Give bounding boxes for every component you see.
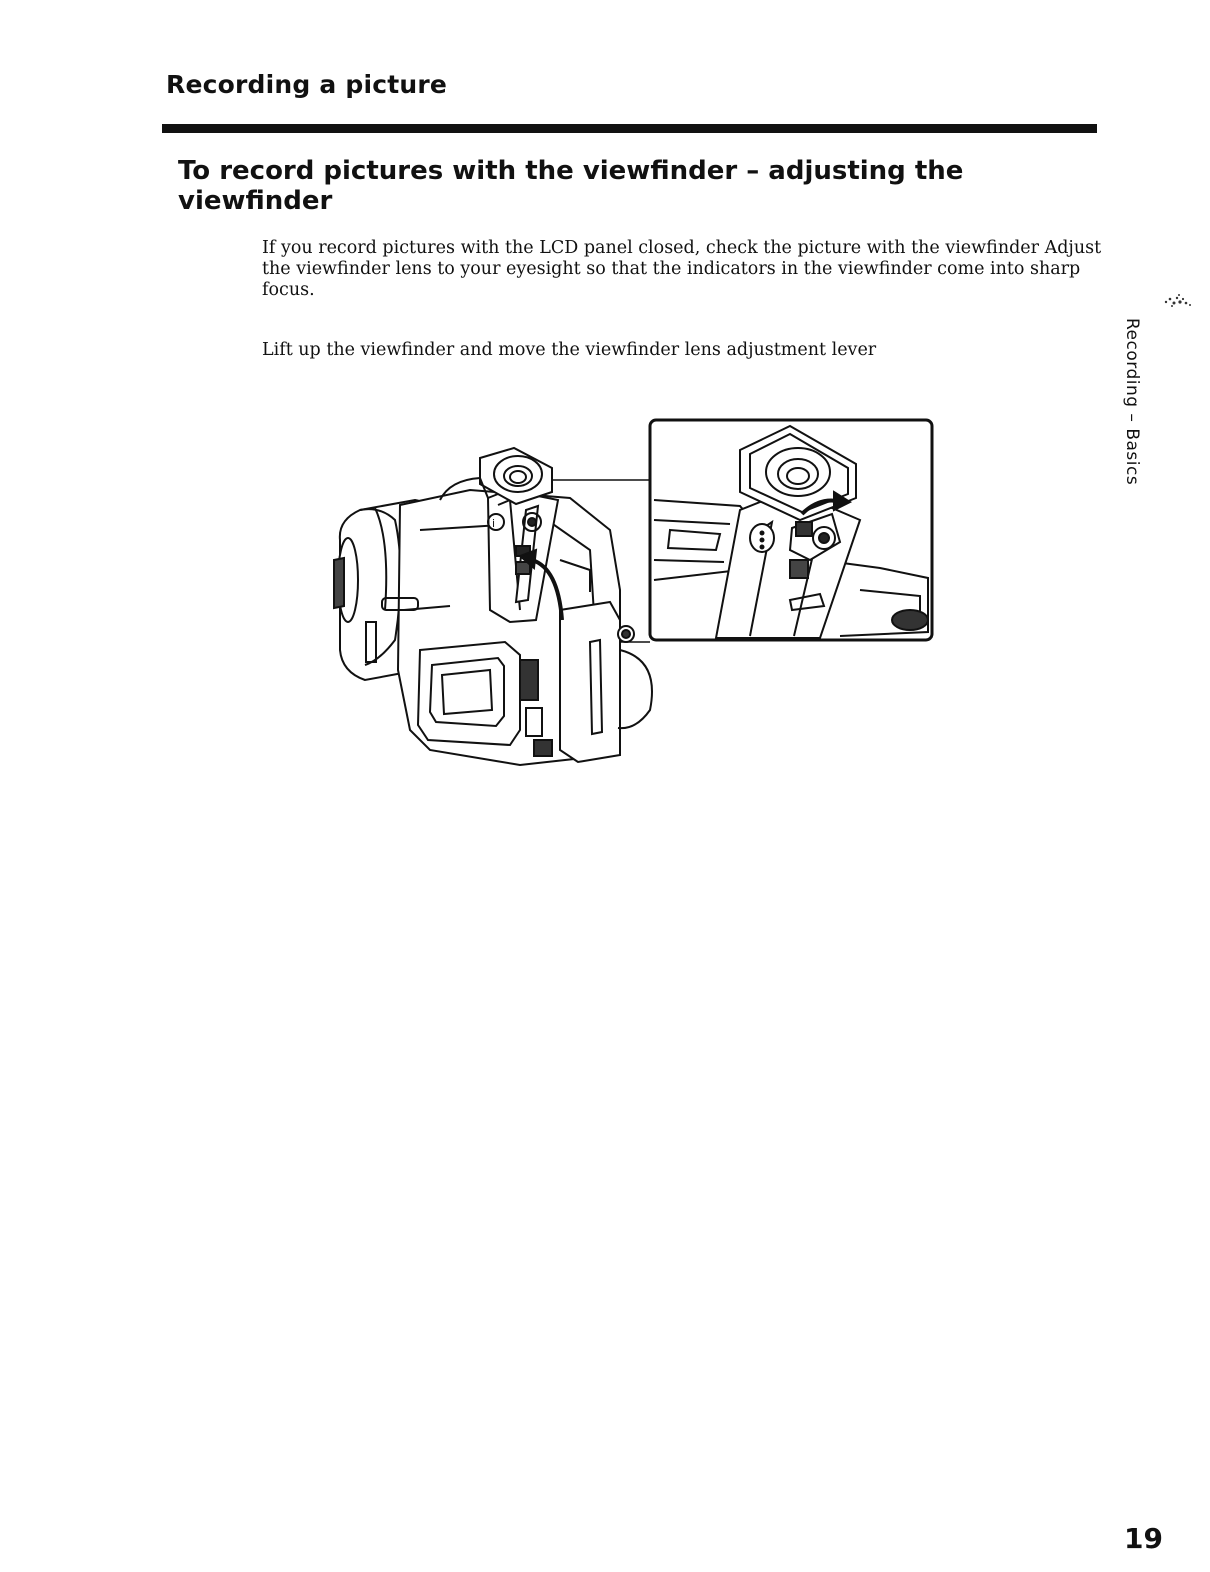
- camcorder-illustration: [320, 410, 940, 780]
- chapter-side-tab: Recording – Basics: [1122, 318, 1142, 486]
- subsection-title: To record pictures with the viewfinder – adjusting the viewfinder: [178, 156, 964, 216]
- camcorder-viewfinder-lift-icon: [334, 448, 652, 765]
- svg-text:i: i: [492, 517, 496, 530]
- scan-speckle-mark: [1160, 290, 1200, 312]
- instruction-paragraph: If you record pictures with the LCD panel closed, check the picture with the viewfinder Adjust the viewfinder lens to your eyesight so that the indicators in the viewfinder come into sharp focus.: [262, 238, 1102, 300]
- header-rule: [162, 124, 1097, 133]
- viewfinder-lens-lever-icon: [650, 420, 932, 640]
- page-number: 19: [1124, 1522, 1163, 1555]
- step-paragraph: Lift up the viewfinder and move the viewfinder lens adjustment lever: [262, 340, 877, 360]
- section-title: Recording a picture: [166, 70, 448, 99]
